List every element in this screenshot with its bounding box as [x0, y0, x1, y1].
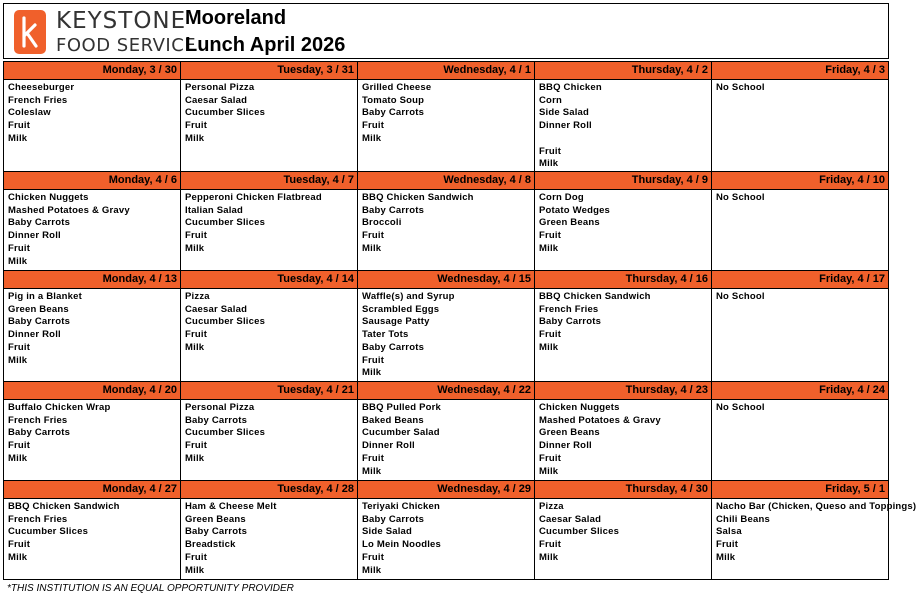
menu-item: Sausage Patty — [362, 316, 430, 328]
menu-item: Baked Beans — [362, 414, 424, 426]
menu-title: Lunch April 2026 — [185, 34, 346, 56]
menu-items — [535, 400, 711, 478]
menu-items — [358, 499, 534, 577]
menu-item: Fruit — [716, 539, 739, 551]
menu-item: Baby Carrots — [362, 204, 425, 216]
menu-item: Baby Carrots — [362, 513, 425, 525]
menu-item: Caesar Salad — [539, 513, 602, 525]
menu-item: Fruit — [8, 341, 31, 353]
day-header: Tuesday, 4 / 14 — [181, 271, 357, 289]
menu-item: Milk — [8, 255, 28, 267]
menu-calendar — [3, 61, 916, 580]
menu-item: Fruit — [185, 120, 208, 132]
menu-item: Fruit — [539, 230, 562, 242]
menu-item: Dinner Roll — [8, 329, 61, 341]
menu-item: Milk — [362, 367, 382, 379]
menu-item: Milk — [8, 354, 28, 366]
menu-item: Pizza — [185, 291, 210, 302]
menu-item: Pig in a Blanket — [8, 291, 82, 302]
menu-item: Milk — [539, 465, 559, 477]
menu-item: Green Beans — [539, 427, 600, 439]
menu-item: Baby Carrots — [8, 316, 71, 328]
menu-item: Mashed Potatoes & Gravy — [8, 204, 130, 216]
menu-item: Caesar Salad — [185, 303, 248, 315]
menu-items — [181, 400, 357, 466]
day-header: Wednesday, 4 / 1 — [358, 62, 534, 80]
menu-item: Fruit — [185, 551, 208, 563]
brand-name: KEYSTONE — [56, 8, 187, 34]
day-cell — [4, 62, 181, 172]
menu-items — [358, 400, 534, 478]
menu-items — [535, 499, 711, 565]
menu-items — [535, 289, 711, 355]
menu-item: Milk — [185, 564, 205, 576]
menu-item: Breadstick — [185, 539, 236, 551]
menu-item: Baby Carrots — [8, 427, 71, 439]
menu-item: Fruit — [539, 145, 562, 157]
menu-item: Cucumber Slices — [185, 107, 266, 119]
day-cell — [535, 62, 712, 172]
day-cell — [181, 172, 358, 271]
menu-item: Grilled Cheese — [362, 82, 432, 93]
menu-item: Tater Tots — [362, 329, 409, 341]
menu-items — [4, 400, 180, 466]
menu-item: Salsa — [716, 526, 742, 538]
menu-item: Baby Carrots — [539, 316, 602, 328]
menu-item: No School — [716, 82, 765, 93]
menu-item: Dinner Roll — [362, 440, 415, 452]
menu-item: Cucumber Salad — [362, 427, 440, 439]
menu-items — [712, 80, 888, 95]
menu-item: Baby Carrots — [362, 341, 425, 353]
day-header: Friday, 4 / 10 — [712, 172, 888, 190]
day-cell — [712, 382, 888, 481]
menu-item: Fruit — [8, 539, 31, 551]
keystone-logo-icon — [14, 10, 46, 54]
menu-items — [4, 289, 180, 367]
menu-items — [358, 80, 534, 146]
menu-item: Fruit — [362, 230, 385, 242]
day-header: Tuesday, 4 / 28 — [181, 481, 357, 499]
day-cell — [358, 62, 535, 172]
day-header: Monday, 4 / 20 — [4, 382, 180, 400]
menu-items — [181, 190, 357, 256]
menu-item: Broccoli — [362, 217, 402, 229]
menu-item: Green Beans — [8, 303, 69, 315]
menu-items — [181, 80, 357, 146]
menu-items — [712, 499, 916, 565]
week-row — [4, 481, 916, 579]
menu-item: French Fries — [8, 513, 68, 525]
menu-item: Baby Carrots — [362, 107, 425, 119]
day-header: Thursday, 4 / 9 — [535, 172, 711, 190]
menu-items — [4, 499, 180, 565]
menu-item: Fruit — [539, 539, 562, 551]
day-cell — [358, 481, 535, 579]
menu-item: Cucumber Slices — [185, 427, 266, 439]
day-header: Friday, 4 / 3 — [712, 62, 888, 80]
menu-item: No School — [716, 192, 765, 203]
week-divider — [4, 480, 888, 481]
day-header: Monday, 4 / 27 — [4, 481, 180, 499]
menu-item: Corn — [539, 94, 562, 106]
menu-item: Baby Carrots — [185, 414, 248, 426]
menu-item: Fruit — [185, 440, 208, 452]
day-header: Wednesday, 4 / 15 — [358, 271, 534, 289]
day-cell — [4, 382, 181, 481]
menu-items — [535, 80, 711, 171]
menu-item: Milk — [539, 242, 559, 254]
menu-item: Dinner Roll — [539, 440, 592, 452]
menu-items — [712, 400, 888, 415]
menu-item: Cucumber Slices — [185, 316, 266, 328]
menu-items — [4, 190, 180, 268]
day-header: Thursday, 4 / 23 — [535, 382, 711, 400]
menu-item: Mashed Potatoes & Gravy — [539, 414, 661, 426]
day-header: Thursday, 4 / 16 — [535, 271, 711, 289]
menu-item: Milk — [185, 341, 205, 353]
menu-item: Baby Carrots — [185, 526, 248, 538]
menu-item: Milk — [539, 551, 559, 563]
week-divider — [4, 171, 888, 172]
day-cell — [4, 481, 181, 579]
day-header: Wednesday, 4 / 29 — [358, 481, 534, 499]
school-name: Mooreland — [185, 7, 287, 29]
day-header: Tuesday, 4 / 7 — [181, 172, 357, 190]
menu-item: Chili Beans — [716, 513, 770, 525]
menu-items — [4, 80, 180, 146]
day-header: Monday, 4 / 13 — [4, 271, 180, 289]
menu-item: BBQ Chicken Sandwich — [8, 501, 120, 512]
menu-item: No School — [716, 291, 765, 302]
day-header: Friday, 4 / 24 — [712, 382, 888, 400]
menu-item: No School — [716, 402, 765, 413]
day-cell — [712, 172, 888, 271]
day-header: Tuesday, 3 / 31 — [181, 62, 357, 80]
day-header: Wednesday, 4 / 22 — [358, 382, 534, 400]
brand-tagline: FOOD SERVICE — [56, 35, 197, 56]
menu-item: Milk — [362, 242, 382, 254]
day-cell — [4, 271, 181, 382]
week-row — [4, 382, 888, 481]
day-cell — [535, 481, 712, 579]
week-divider — [4, 270, 888, 271]
day-cell — [358, 382, 535, 481]
day-cell — [535, 271, 712, 382]
day-header: Tuesday, 4 / 21 — [181, 382, 357, 400]
day-cell — [358, 172, 535, 271]
menu-item: Fruit — [185, 230, 208, 242]
menu-item: French Fries — [8, 414, 68, 426]
menu-item: Teriyaki Chicken — [362, 501, 441, 512]
menu-item: Coleslaw — [8, 107, 51, 119]
menu-item: Milk — [539, 341, 559, 353]
menu-item: Dinner Roll — [8, 230, 61, 242]
menu-item: Fruit — [8, 242, 31, 254]
menu-items — [358, 190, 534, 256]
menu-item: BBQ Chicken Sandwich — [362, 192, 474, 203]
day-cell — [181, 62, 358, 172]
menu-header — [3, 3, 889, 59]
menu-item: Italian Salad — [185, 204, 244, 216]
menu-item: Milk — [8, 551, 28, 563]
day-cell — [181, 271, 358, 382]
menu-item: Cucumber Slices — [8, 526, 89, 538]
menu-item: BBQ Pulled Pork — [362, 402, 442, 413]
menu-item: Waffle(s) and Syrup — [362, 291, 455, 302]
menu-items — [358, 289, 534, 380]
menu-item: Fruit — [362, 551, 385, 563]
day-cell — [712, 62, 888, 172]
menu-items — [712, 289, 888, 304]
menu-item: Fruit — [8, 440, 31, 452]
menu-item: Baby Carrots — [8, 217, 71, 229]
menu-item: Tomato Soup — [362, 94, 425, 106]
menu-items — [181, 499, 357, 577]
menu-item: Side Salad — [362, 526, 413, 538]
day-cell — [712, 271, 888, 382]
week-divider — [4, 381, 888, 382]
day-header: Thursday, 4 / 2 — [535, 62, 711, 80]
menu-item: Milk — [8, 452, 28, 464]
menu-item: Milk — [362, 132, 382, 144]
menu-item: Milk — [185, 242, 205, 254]
menu-item: Milk — [8, 132, 28, 144]
week-row — [4, 172, 888, 271]
menu-item: Chicken Nuggets — [539, 402, 620, 413]
menu-item: Green Beans — [185, 513, 246, 525]
day-cell — [181, 481, 358, 579]
menu-item: Pizza — [539, 501, 564, 512]
day-header: Monday, 4 / 6 — [4, 172, 180, 190]
day-header: Thursday, 4 / 30 — [535, 481, 711, 499]
menu-item: Cucumber Slices — [539, 526, 620, 538]
menu-items — [535, 190, 711, 256]
menu-items — [181, 289, 357, 355]
menu-item: Caesar Salad — [185, 94, 248, 106]
menu-item: Fruit — [362, 452, 385, 464]
menu-item: Potato Wedges — [539, 204, 611, 216]
menu-item: Milk — [362, 564, 382, 576]
menu-item: BBQ Chicken Sandwich — [539, 291, 651, 302]
menu-item: Fruit — [362, 354, 385, 366]
menu-item: Fruit — [362, 120, 385, 132]
day-cell — [535, 172, 712, 271]
menu-item: French Fries — [539, 303, 599, 315]
menu-item: BBQ Chicken — [539, 82, 602, 93]
menu-item: Nacho Bar (Chicken, Queso and Toppings) — [716, 501, 916, 512]
menu-item: Green Beans — [539, 217, 600, 229]
menu-item: Pepperoni Chicken Flatbread — [185, 192, 322, 203]
day-header: Friday, 4 / 17 — [712, 271, 888, 289]
menu-item: Ham & Cheese Melt — [185, 501, 277, 512]
menu-item: Personal Pizza — [185, 402, 255, 413]
menu-item: Lo Mein Noodles — [362, 539, 441, 551]
menu-item: Side Salad — [539, 107, 590, 119]
menu-item: Personal Pizza — [185, 82, 255, 93]
menu-item: Chicken Nuggets — [8, 192, 89, 203]
menu-item: Scrambled Eggs — [362, 303, 440, 315]
menu-item — [539, 133, 711, 146]
day-cell — [535, 382, 712, 481]
week-row — [4, 62, 888, 172]
day-header: Monday, 3 / 30 — [4, 62, 180, 80]
day-cell — [4, 172, 181, 271]
menu-item: Milk — [185, 132, 205, 144]
day-cell — [181, 382, 358, 481]
menu-item: French Fries — [8, 94, 68, 106]
menu-item: Fruit — [539, 329, 562, 341]
menu-item: Cheeseburger — [8, 82, 75, 93]
menu-item: Buffalo Chicken Wrap — [8, 402, 111, 413]
menu-item: Dinner Roll — [539, 120, 592, 132]
menu-items — [712, 190, 888, 205]
day-header: Wednesday, 4 / 8 — [358, 172, 534, 190]
menu-item: Milk — [185, 452, 205, 464]
day-cell — [712, 481, 916, 579]
week-row — [4, 271, 888, 382]
day-header: Friday, 5 / 1 — [712, 481, 888, 499]
menu-item: Milk — [362, 465, 382, 477]
menu-item: Fruit — [8, 120, 31, 132]
menu-item: Milk — [539, 158, 559, 170]
menu-item: Corn Dog — [539, 192, 584, 203]
day-cell — [358, 271, 535, 382]
menu-item: Milk — [716, 551, 736, 563]
menu-item: Cucumber Slices — [185, 217, 266, 229]
menu-item: Fruit — [185, 329, 208, 341]
footer-note: *THIS INSTITUTION IS AN EQUAL OPPORTUNITY PROVIDER — [7, 583, 294, 594]
menu-item: Fruit — [539, 452, 562, 464]
